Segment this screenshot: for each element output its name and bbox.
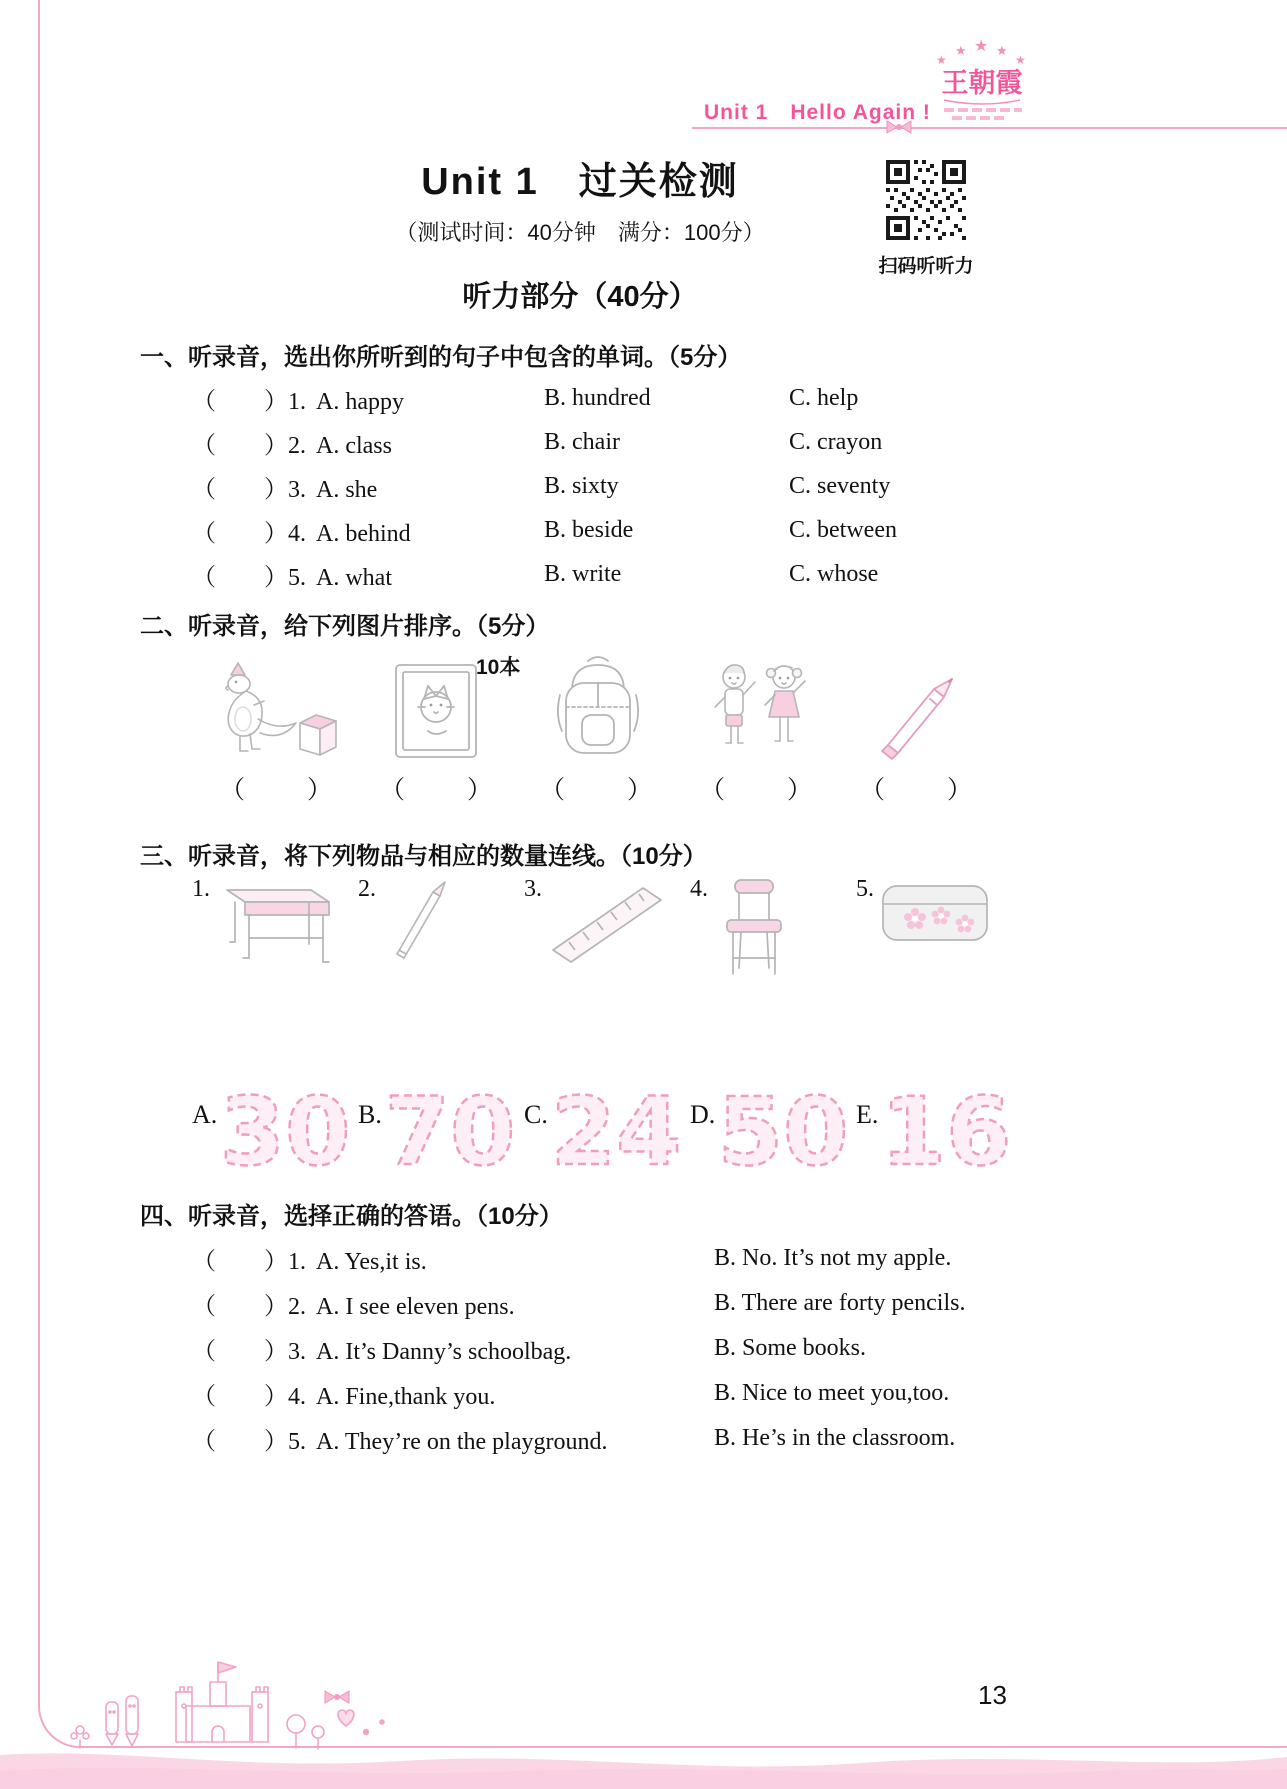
section3-heading: 三、听录音，将下列物品与相应的数量连线。（10分） <box>140 843 707 870</box>
answer-blank: （ ） <box>192 1384 288 1410</box>
question-lead <box>192 513 544 548</box>
listening-part-title: 听力部分（40分） <box>462 281 698 313</box>
listening-qr-block <box>874 158 978 278</box>
answer-blank: （ ） <box>699 777 816 804</box>
option-a: A. behind <box>316 520 411 547</box>
option-a: A. Fine,thank you. <box>316 1384 496 1410</box>
picture-storybook <box>358 645 521 763</box>
question-row <box>192 552 1172 596</box>
ruler-image <box>545 874 671 966</box>
option-a: A. she <box>316 476 378 503</box>
question-number: 1. <box>288 1249 306 1275</box>
count-option-d <box>690 1076 856 1176</box>
page-title: Unit 1 过关检测 <box>421 161 739 203</box>
question-number: 2. <box>288 1294 306 1320</box>
question-row <box>192 1326 1204 1371</box>
section3-items <box>192 874 1032 984</box>
question-number: 1. <box>288 388 306 415</box>
answer-blank: （ ） <box>192 1429 288 1455</box>
option-c: C. crayon <box>789 428 883 455</box>
backpack-image <box>550 651 646 763</box>
option-a: A. happy <box>316 388 404 415</box>
svg-text:★: ★ <box>974 40 989 55</box>
svg-text:24: 24 <box>550 1078 682 1176</box>
answer-blank: （ ） <box>192 520 288 547</box>
answer-blank: （ ） <box>192 564 288 591</box>
question-lead <box>192 1376 714 1411</box>
question-lead <box>192 425 544 460</box>
option-c: C. between <box>789 516 897 543</box>
question-lead <box>192 469 544 504</box>
qr-caption: 扫码听听力 <box>878 256 974 277</box>
question-lead <box>192 381 544 416</box>
item-chair <box>690 874 856 984</box>
option-a: A. It’s Danny’s schoolbag. <box>316 1339 572 1365</box>
section1-heading: 一、听录音，选出你所听到的句子中包含的单词。（5分） <box>140 344 742 371</box>
pencil-case-image <box>877 874 993 954</box>
section2-answer-blanks <box>198 770 1008 806</box>
section2-heading: 二、听录音，给下列图片排序。（5分） <box>140 613 550 640</box>
question-number: 5. <box>288 564 306 591</box>
picture-dinosaur-with-box <box>198 645 358 763</box>
pencil-image <box>872 671 964 763</box>
option-b: B. Some books. <box>714 1335 867 1361</box>
question-row <box>192 376 1172 420</box>
question-row <box>192 1371 1204 1416</box>
brand-stamp <box>928 40 1036 137</box>
answer-blank: （ ） <box>379 777 496 804</box>
answer-blank: （ ） <box>192 1339 288 1365</box>
item-pencil <box>358 874 524 984</box>
answer-blank: （ ） <box>192 432 288 459</box>
bow-icon <box>884 118 914 136</box>
question-row <box>192 464 1172 508</box>
svg-text:16: 16 <box>880 1078 1012 1176</box>
section3-numbers <box>192 1076 1072 1176</box>
item-number: 1. <box>192 876 210 902</box>
answer-blank: （ ） <box>859 777 976 804</box>
option-c: C. seventy <box>789 472 891 499</box>
option-a: A. class <box>316 432 392 459</box>
item-number: 2. <box>358 876 376 902</box>
chair-image <box>711 874 797 984</box>
item-number: 3. <box>524 876 542 902</box>
question-number: 3. <box>288 476 306 503</box>
count-letter: B. <box>358 1100 382 1129</box>
item-ruler <box>524 874 690 984</box>
footer-band <box>0 1745 1287 1789</box>
picture-backpack <box>518 645 678 763</box>
count-letter: A. <box>192 1100 218 1129</box>
dashed-number-16 <box>880 1076 1012 1176</box>
desk-image <box>213 874 339 968</box>
option-b: B. write <box>544 560 622 587</box>
answer-blank: （ ） <box>539 777 656 804</box>
count-option-b <box>358 1076 524 1176</box>
svg-text:70: 70 <box>384 1078 516 1176</box>
footer-doodles <box>66 1648 506 1756</box>
count-letter: D. <box>690 1100 716 1129</box>
section2-pictures <box>198 645 1008 763</box>
option-b: B. No. It’s not my apple. <box>714 1245 952 1271</box>
option-c: C. whose <box>789 560 879 587</box>
question-lead <box>192 1331 714 1366</box>
dashed-number-50 <box>717 1076 849 1176</box>
answer-blank: （ ） <box>219 777 336 804</box>
unit-header-label: Unit 1 Hello Again ! <box>704 101 931 124</box>
bow-icon <box>322 1688 352 1706</box>
dinosaur-with-box-image <box>212 657 344 763</box>
test-info: （测试时间：40分钟 满分：100分） <box>395 220 765 245</box>
question-number: 3. <box>288 1339 306 1365</box>
question-row <box>192 1416 1204 1461</box>
question-row <box>192 1281 1204 1326</box>
svg-text:★: ★ <box>955 44 967 59</box>
option-c: C. help <box>789 384 859 411</box>
option-b: B. beside <box>544 516 634 543</box>
question-row <box>192 1236 1204 1281</box>
book-count-label: 10本 <box>476 656 521 679</box>
option-b: B. sixty <box>544 472 619 499</box>
question-number: 2. <box>288 432 306 459</box>
question-row <box>192 508 1172 552</box>
option-b: B. Nice to meet you,too. <box>714 1380 950 1406</box>
count-option-c <box>524 1076 690 1176</box>
item-number: 5. <box>856 876 874 902</box>
item-desk <box>192 874 358 984</box>
option-a: A. what <box>316 564 392 591</box>
option-b: B. hundred <box>544 384 651 411</box>
storybook-with-cat-image <box>390 659 486 763</box>
answer-blank: （ ） <box>192 476 288 503</box>
question-row <box>192 420 1172 464</box>
dashed-number-24 <box>550 1076 682 1176</box>
question-lead <box>192 1286 714 1321</box>
brand-stamp-art <box>928 40 1036 132</box>
picture-children <box>678 645 838 763</box>
dashed-number-70 <box>384 1076 516 1176</box>
question-number: 4. <box>288 520 306 547</box>
svg-text:★: ★ <box>936 53 947 67</box>
section4-heading: 四、听录音，选择正确的答语。（10分） <box>140 1203 563 1230</box>
count-letter: E. <box>856 1100 879 1129</box>
option-b: B. chair <box>544 428 620 455</box>
svg-text:30: 30 <box>219 1078 351 1176</box>
option-b: B. He’s in the classroom. <box>714 1425 956 1451</box>
page-number: 13 <box>978 1680 1007 1710</box>
picture-pencil <box>838 645 998 763</box>
pencil-thin-image <box>379 874 457 968</box>
option-a: A. Yes,it is. <box>316 1249 427 1275</box>
qr-code-icon <box>884 158 968 242</box>
two-children-image <box>702 655 814 763</box>
svg-text:50: 50 <box>717 1078 849 1176</box>
dashed-number-30 <box>219 1076 351 1176</box>
question-number: 5. <box>288 1429 306 1455</box>
answer-blank: （ ） <box>192 1249 288 1275</box>
answer-blank: （ ） <box>192 388 288 415</box>
item-pencil-case <box>856 874 1022 984</box>
option-b: B. There are forty pencils. <box>714 1290 966 1316</box>
count-option-a <box>192 1076 358 1176</box>
option-a: A. They’re on the playground. <box>316 1429 608 1455</box>
count-letter: C. <box>524 1100 548 1129</box>
question-number: 4. <box>288 1384 306 1410</box>
item-number: 4. <box>690 876 708 902</box>
svg-text:★: ★ <box>996 44 1008 59</box>
option-a: A. I see eleven pens. <box>316 1294 515 1320</box>
brand-name: 王朝霞 <box>941 68 1023 98</box>
count-option-e <box>856 1076 1022 1176</box>
svg-text:★: ★ <box>1015 53 1026 67</box>
section4-rows <box>192 1236 1204 1461</box>
answer-blank: （ ） <box>192 1294 288 1320</box>
question-lead <box>192 557 544 592</box>
question-lead <box>192 1241 714 1276</box>
question-lead <box>192 1421 714 1456</box>
section1-rows <box>192 376 1172 596</box>
